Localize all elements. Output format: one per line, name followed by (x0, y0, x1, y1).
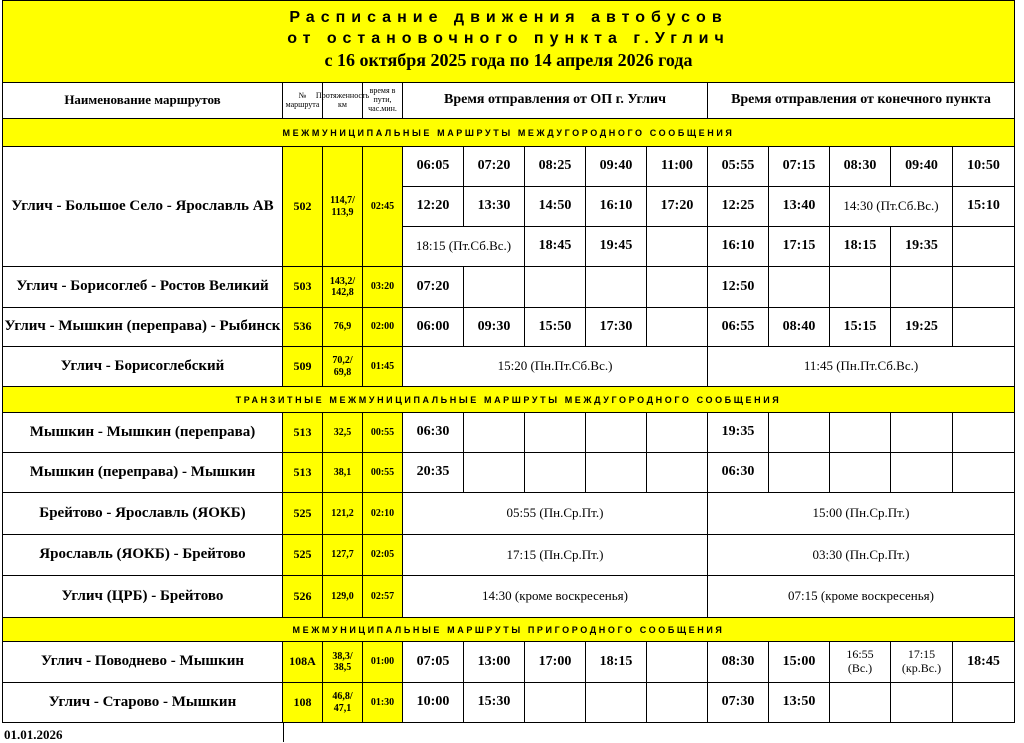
time-cell: 05:55 (708, 147, 769, 187)
time-cell (953, 683, 1015, 723)
time-cell: 12:25 (708, 187, 769, 227)
route-name: Мышкин (переправа) - Мышкин (2, 453, 283, 493)
time-cell: 17:00 (525, 642, 586, 683)
time-cell: 15:10 (953, 187, 1015, 227)
time-cell: 10:00 (403, 683, 464, 723)
time-cell: 09:40 (586, 147, 647, 187)
time-cell (953, 413, 1015, 453)
time-cell (525, 267, 586, 308)
time-cell: 08:30 (708, 642, 769, 683)
time-cell: 12:20 (403, 187, 464, 227)
route-length: 121,2 (323, 493, 363, 535)
time-cell: 08:40 (769, 308, 830, 347)
time-cell (464, 267, 525, 308)
time-cell: 06:05 (403, 147, 464, 187)
time-cell (830, 267, 891, 308)
time-cell (891, 453, 953, 493)
departure-note: 05:55 (Пн.Ср.Пт.) (403, 493, 708, 535)
time-cell (525, 413, 586, 453)
route-length: 46,8/ 47,1 (323, 683, 363, 723)
time-cell (525, 683, 586, 723)
departure-note: 03:30 (Пн.Ср.Пт.) (708, 535, 1015, 576)
time-cell: 09:40 (891, 147, 953, 187)
route-name: Углич - Мышкин (переправа) - Рыбинск (2, 308, 283, 347)
route-number: 536 (283, 308, 323, 347)
route-name: Мышкин - Мышкин (переправа) (2, 413, 283, 453)
column-header-length: Протяженность км (323, 83, 363, 119)
time-cell: 19:35 (708, 413, 769, 453)
time-cell (586, 683, 647, 723)
time-cell: 14:50 (525, 187, 586, 227)
time-cell: 13:00 (464, 642, 525, 683)
time-cell (647, 642, 708, 683)
route-name: Брейтово - Ярославль (ЯОКБ) (2, 493, 283, 535)
time-cell: 17:20 (647, 187, 708, 227)
time-cell: 13:30 (464, 187, 525, 227)
route-name: Ярославль (ЯОКБ) - Брейтово (2, 535, 283, 576)
time-cell: 17:15 (769, 227, 830, 267)
time-cell (647, 227, 708, 267)
route-duration: 00:55 (363, 413, 403, 453)
route-length: 129,0 (323, 576, 363, 618)
time-cell (769, 453, 830, 493)
route-number: 525 (283, 535, 323, 576)
time-cell: 19:35 (891, 227, 953, 267)
departure-note: 14:30 (кроме воскресенья) (403, 576, 708, 618)
route-length: 127,7 (323, 535, 363, 576)
time-cell: 16:10 (708, 227, 769, 267)
time-cell (953, 267, 1015, 308)
time-cell: 14:30 (Пт.Сб.Вс.) (830, 187, 953, 227)
route-number: 108А (283, 642, 323, 683)
route-length: 114,7/ 113,9 (323, 147, 363, 267)
time-cell (891, 413, 953, 453)
time-cell: 13:40 (769, 187, 830, 227)
time-cell: 15:15 (830, 308, 891, 347)
time-cell: 15:00 (769, 642, 830, 683)
time-cell: 06:30 (403, 413, 464, 453)
route-duration: 01:00 (363, 642, 403, 683)
time-cell (830, 683, 891, 723)
route-duration: 02:57 (363, 576, 403, 618)
time-cell: 17:30 (586, 308, 647, 347)
route-length: 38,1 (323, 453, 363, 493)
route-length: 143,2/ 142,8 (323, 267, 363, 308)
title-line-2: от остановочного пункта г.Углич (287, 30, 730, 47)
route-number: 526 (283, 576, 323, 618)
time-cell (464, 413, 525, 453)
route-duration: 00:55 (363, 453, 403, 493)
time-cell: 08:30 (830, 147, 891, 187)
title-block (2, 0, 1015, 83)
time-cell: 06:30 (708, 453, 769, 493)
route-name: Углич (ЦРБ) - Брейтово (2, 576, 283, 618)
time-cell: 18:45 (953, 642, 1015, 683)
column-header-dep-uglich: Время отправления от ОП г. Углич (403, 83, 708, 119)
time-cell (953, 308, 1015, 347)
route-name: Углич - Поводнево - Мышкин (2, 642, 283, 683)
departure-note: 17:15 (Пн.Ср.Пт.) (403, 535, 708, 576)
time-cell (464, 453, 525, 493)
time-cell (953, 227, 1015, 267)
title-line-1: Расписание движения автобусов (289, 9, 728, 26)
route-duration: 02:45 (363, 147, 403, 267)
time-cell (647, 308, 708, 347)
time-cell (586, 453, 647, 493)
time-cell (830, 413, 891, 453)
section-header: МЕЖМУНИЦИПАЛЬНЫЕ МАРШРУТЫ МЕЖДУГОРОДНОГО СООБЩЕНИЯ (2, 119, 1015, 147)
time-cell: 18:45 (525, 227, 586, 267)
time-cell: 18:15 (586, 642, 647, 683)
route-duration: 01:30 (363, 683, 403, 723)
time-cell: 09:30 (464, 308, 525, 347)
section-header: МЕЖМУНИЦИПАЛЬНЫЕ МАРШРУТЫ ПРИГОРОДНОГО СООБЩЕНИЯ (2, 618, 1015, 642)
time-cell (586, 413, 647, 453)
route-length: 76,9 (323, 308, 363, 347)
footer-date: 01.01.2026 (4, 727, 63, 742)
time-cell: 19:25 (891, 308, 953, 347)
time-cell: 18:15 (830, 227, 891, 267)
time-cell: 18:15 (Пт.Сб.Вс.) (403, 227, 525, 267)
departure-note: 15:00 (Пн.Ср.Пт.) (708, 493, 1015, 535)
time-cell: 07:05 (403, 642, 464, 683)
departure-note: 15:20 (Пн.Пт.Сб.Вс.) (403, 347, 708, 387)
time-cell: 07:15 (769, 147, 830, 187)
route-name: Углич - Борисоглеб - Ростов Великий (2, 267, 283, 308)
time-cell: 08:25 (525, 147, 586, 187)
route-duration: 03:20 (363, 267, 403, 308)
time-cell (830, 453, 891, 493)
time-cell: 20:35 (403, 453, 464, 493)
time-cell: 17:15 (кр.Вс.) (891, 642, 953, 683)
time-cell: 15:30 (464, 683, 525, 723)
section-header: ТРАНЗИТНЫЕ МЕЖМУНИЦИПАЛЬНЫЕ МАРШРУТЫ МЕЖДУГОРОДНОГО СООБЩЕНИЯ (2, 387, 1015, 413)
time-cell (891, 267, 953, 308)
route-duration: 02:00 (363, 308, 403, 347)
column-header-name: Наименование маршрутов (2, 83, 283, 119)
time-cell: 07:20 (464, 147, 525, 187)
time-cell: 07:20 (403, 267, 464, 308)
column-header-number: № маршрута (283, 83, 323, 119)
time-cell (647, 413, 708, 453)
time-cell: 10:50 (953, 147, 1015, 187)
route-number: 513 (283, 413, 323, 453)
time-cell: 11:00 (647, 147, 708, 187)
route-duration: 02:05 (363, 535, 403, 576)
time-cell: 19:45 (586, 227, 647, 267)
route-number: 108 (283, 683, 323, 723)
route-length: 38,3/ 38,5 (323, 642, 363, 683)
column-header-duration: время в пути, час.мин. (363, 83, 403, 119)
time-cell (769, 267, 830, 308)
time-cell (891, 683, 953, 723)
route-length: 32,5 (323, 413, 363, 453)
title-line-3: с 16 октября 2025 года по 14 апреля 2026 года (324, 50, 693, 70)
route-duration: 02:10 (363, 493, 403, 535)
route-name: Углич - Большое Село - Ярославль АВ (2, 147, 283, 267)
route-number: 525 (283, 493, 323, 535)
time-cell (647, 267, 708, 308)
departure-note: 11:45 (Пн.Пт.Сб.Вс.) (708, 347, 1015, 387)
route-number: 503 (283, 267, 323, 308)
time-cell (647, 683, 708, 723)
time-cell: 15:50 (525, 308, 586, 347)
route-number: 513 (283, 453, 323, 493)
route-name: Углич - Старово - Мышкин (2, 683, 283, 723)
column-header-dep-terminal: Время отправления от конечного пункта (708, 83, 1015, 119)
route-name: Углич - Борисоглебский (2, 347, 283, 387)
route-number: 509 (283, 347, 323, 387)
time-cell: 16:10 (586, 187, 647, 227)
route-duration: 01:45 (363, 347, 403, 387)
time-cell: 06:00 (403, 308, 464, 347)
time-cell: 06:55 (708, 308, 769, 347)
footer-divider (283, 723, 284, 742)
route-length: 70,2/ 69,8 (323, 347, 363, 387)
time-cell (769, 413, 830, 453)
departure-note: 07:15 (кроме воскресенья) (708, 576, 1015, 618)
time-cell (953, 453, 1015, 493)
time-cell (647, 453, 708, 493)
time-cell: 12:50 (708, 267, 769, 308)
time-cell: 07:30 (708, 683, 769, 723)
time-cell: 13:50 (769, 683, 830, 723)
route-number: 502 (283, 147, 323, 267)
time-cell (525, 453, 586, 493)
time-cell (586, 267, 647, 308)
time-cell: 16:55 (Вс.) (830, 642, 891, 683)
